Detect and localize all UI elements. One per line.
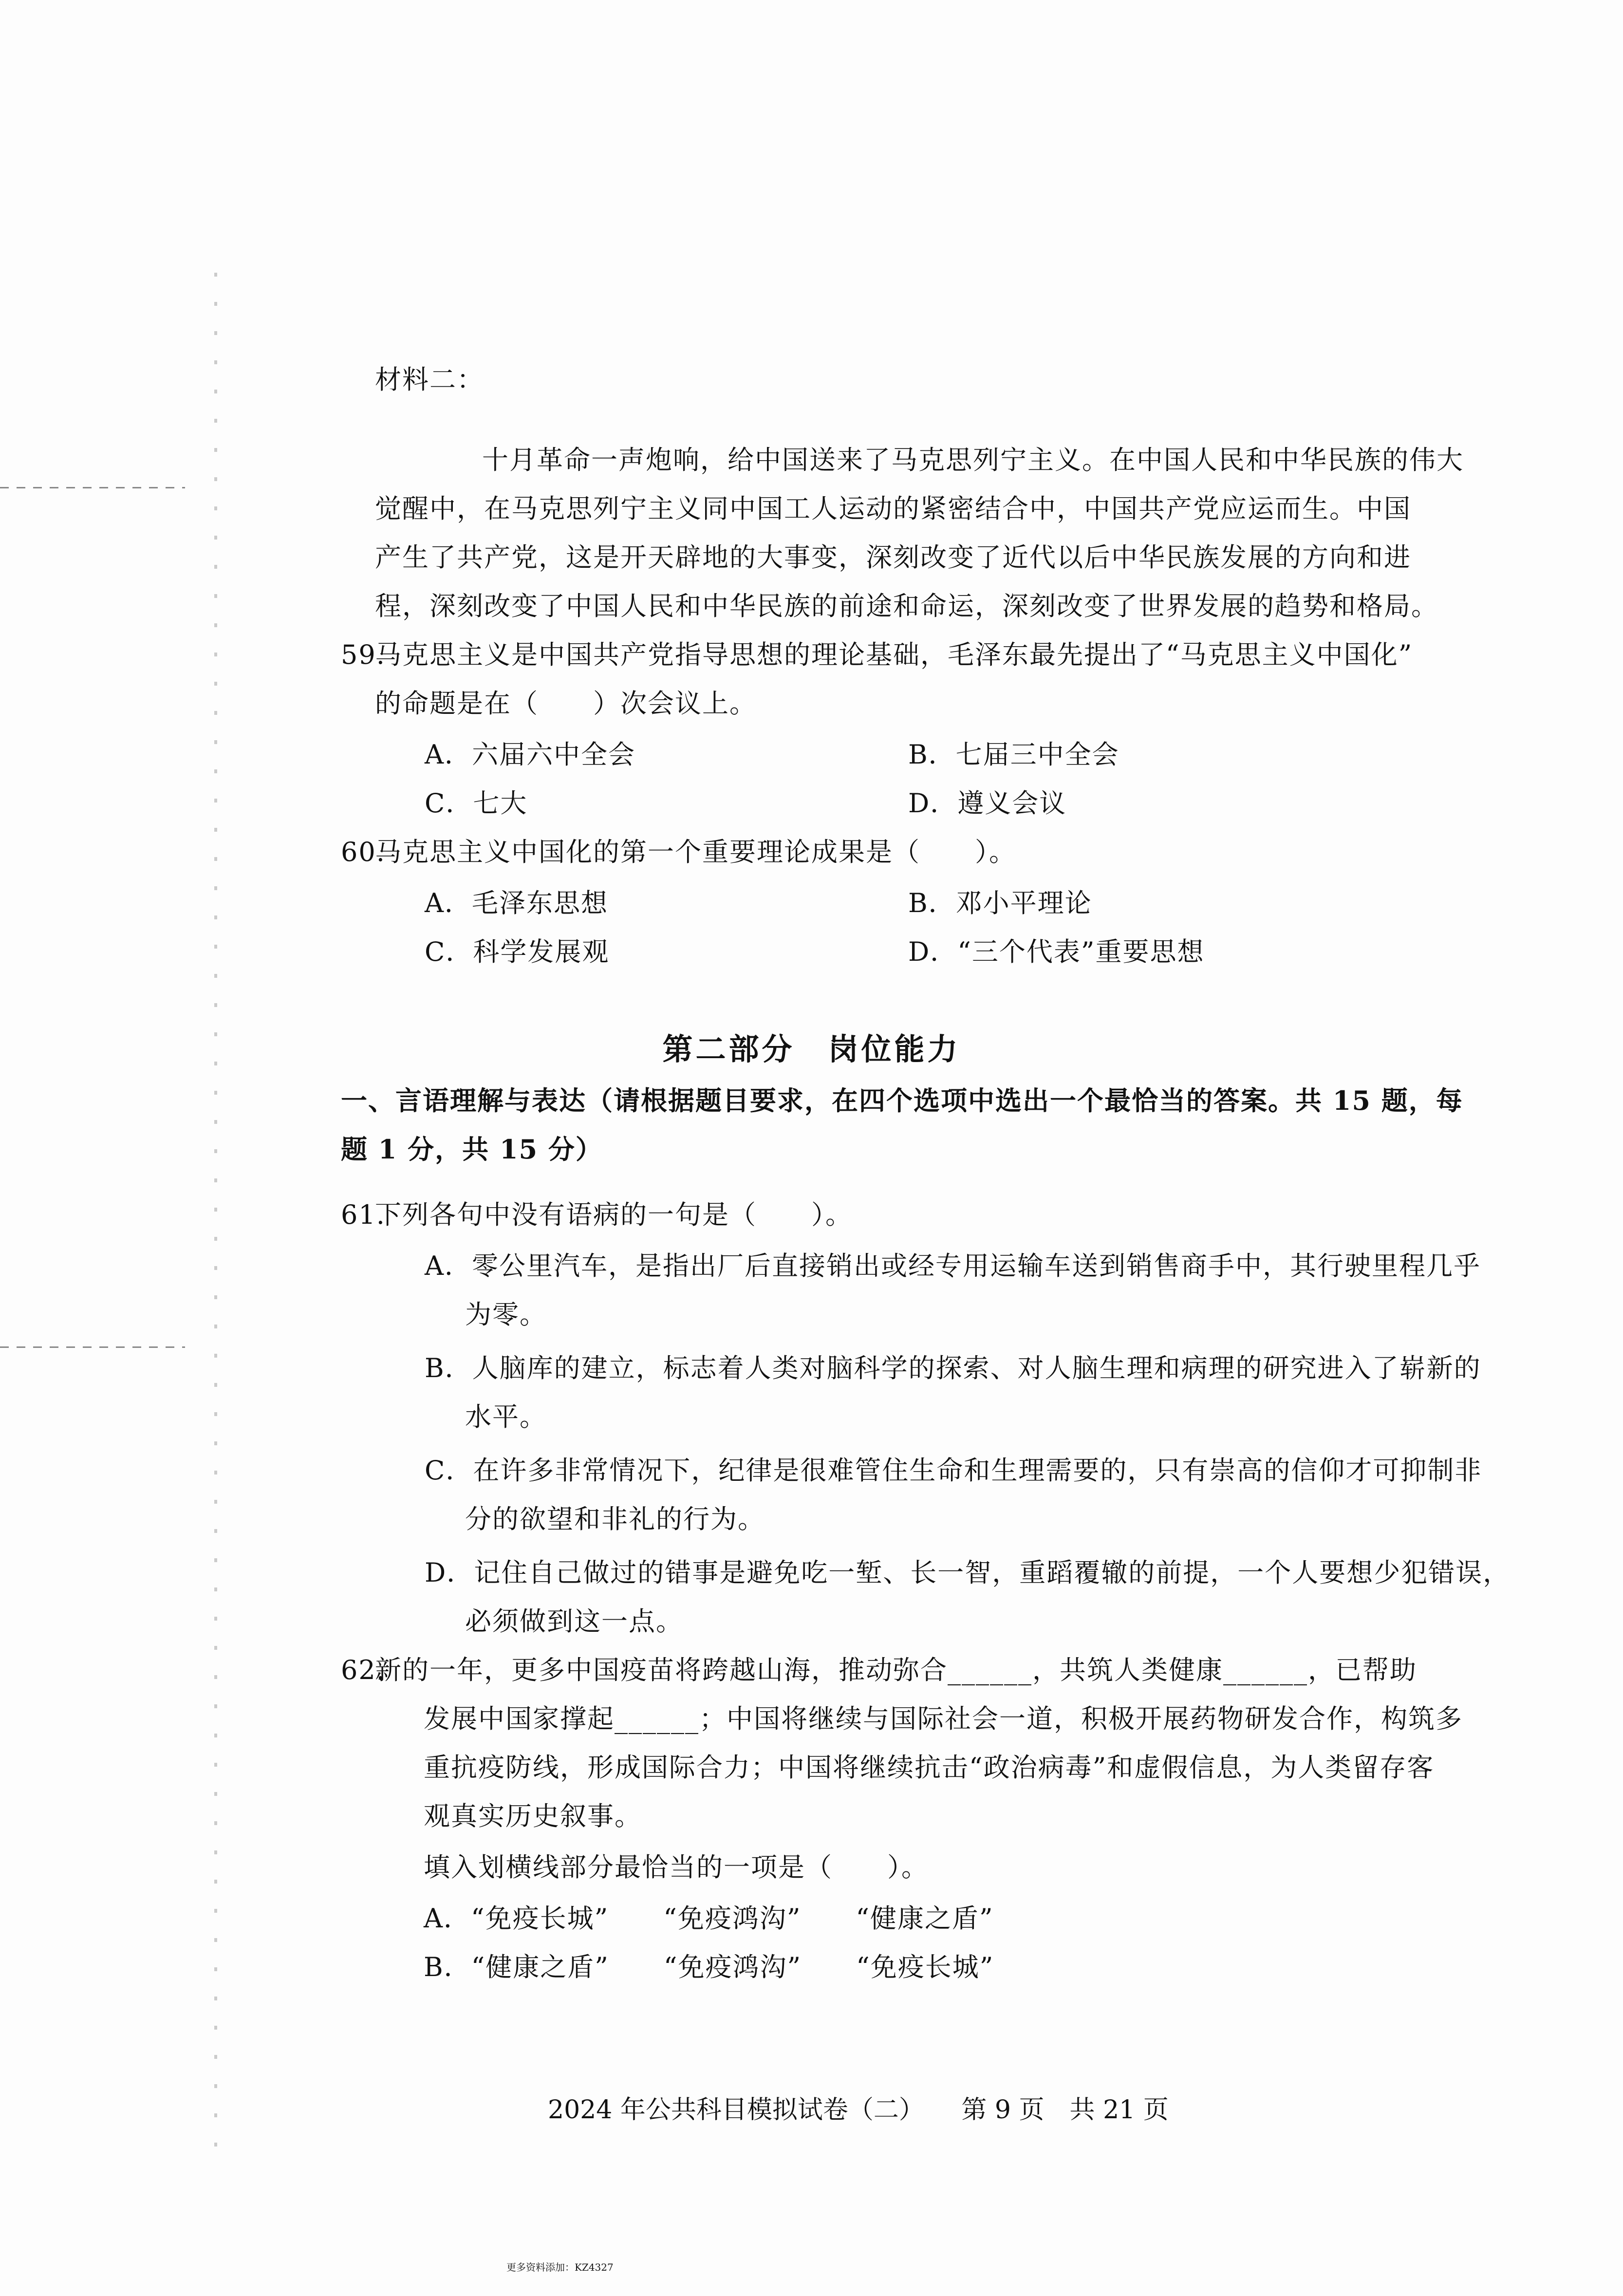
- section-instructions: 题 1 分，共 15 分）: [341, 1134, 603, 1165]
- option-a[interactable]: A．“免疫长城” “免疫鸿沟” “健康之盾”: [424, 1903, 994, 1934]
- option-c-cont: 分的欲望和非礼的行为。: [465, 1504, 765, 1534]
- question-stem: 发展中国家撑起______；中国将继续与国际社会一道，积极开展药物研发合作，构筑多: [424, 1703, 1463, 1734]
- question-stem: 马克思主义中国化的第一个重要理论成果是（ ）。: [375, 837, 1016, 867]
- question-stem: 下列各句中没有语病的一句是（ ）。: [375, 1199, 853, 1230]
- cut-line: [0, 487, 185, 488]
- section-instructions: 一、言语理解与表达（请根据题目要求，在四个选项中选出一个最恰当的答案。共 15 题，每: [341, 1085, 1463, 1116]
- question-stem: 新的一年，更多中国疫苗将跨越山海，推动弥合______，共筑人类健康______，已帮助: [375, 1655, 1417, 1685]
- option-c[interactable]: C．在许多非常情况下，纪律是很难管住生命和生理需要的，只有崇高的信仰才可抑制非: [425, 1455, 1482, 1486]
- option-a-cont: 为零。: [465, 1299, 547, 1330]
- question-number: 61.: [341, 1199, 386, 1230]
- option-b[interactable]: B．人脑库的建立，标志着人类对脑科学的探索、对人脑生理和病理的研究进入了崭新的: [425, 1353, 1481, 1383]
- option-c[interactable]: C．科学发展观: [425, 936, 610, 967]
- question-number: 62.: [341, 1655, 386, 1685]
- watermark-text: 更多资料添加：KZ4327: [506, 2261, 614, 2273]
- option-b[interactable]: B．邓小平理论: [908, 888, 1092, 918]
- option-c[interactable]: C．七大: [425, 788, 528, 819]
- material-line: 产生了共产党，这是开天辟地的大事变，深刻改变了近代以后中华民族发展的方向和进: [375, 542, 1411, 573]
- question-stem: 马克思主义是中国共产党指导思想的理论基础，毛泽东最先提出了“马克思主义中国化”: [375, 639, 1413, 670]
- option-a[interactable]: A．六届六中全会: [425, 739, 635, 770]
- material-line: 程，深刻改变了中国人民和中华民族的前途和命运，深刻改变了世界发展的趋势和格局。: [375, 591, 1438, 621]
- option-d[interactable]: D．遵义会议: [908, 788, 1067, 819]
- material-line: 觉醒中，在马克思列宁主义同中国工人运动的紧密结合中，中国共产党应运而生。中国: [375, 493, 1411, 524]
- part-heading: 第二部分 岗位能力: [662, 1031, 961, 1067]
- option-b[interactable]: B．“健康之盾” “免疫鸿沟” “免疫长城”: [424, 1952, 994, 1982]
- option-a[interactable]: A．毛泽东思想: [425, 888, 608, 918]
- option-b-cont: 水平。: [465, 1401, 547, 1432]
- cut-line: [0, 1346, 185, 1348]
- option-d-cont: 必须做到这一点。: [465, 1606, 683, 1637]
- question-stem: 的命题是在（ ）次会议上。: [375, 688, 757, 719]
- question-number: 59.: [341, 639, 386, 670]
- exam-title: 2024 年公共科目模拟试卷（二）: [548, 2095, 924, 2125]
- option-d[interactable]: D．“三个代表”重要思想: [908, 936, 1205, 967]
- option-a[interactable]: A．零公里汽车，是指出厂后直接销出或经专用运输车送到销售商手中，其行驶里程几乎: [425, 1251, 1481, 1281]
- material-title: 材料二：: [375, 364, 484, 395]
- binding-margin-marks: [214, 273, 217, 2172]
- question-number: 60.: [341, 837, 386, 867]
- page-footer: [548, 2089, 1198, 2126]
- option-b[interactable]: B．七届三中全会: [908, 739, 1119, 770]
- material-line: 十月革命一声炮响，给中国送来了马克思列宁主义。在中国人民和中华民族的伟大: [482, 445, 1464, 475]
- option-d[interactable]: D．记住自己做过的错事是避免吃一堑、长一智，重蹈覆辙的前提，一个人要想少犯错误，: [425, 1557, 1511, 1588]
- page-number: 第 9 页 共 21 页: [961, 2095, 1169, 2125]
- question-prompt: 填入划横线部分最恰当的一项是（ ）。: [424, 1852, 929, 1883]
- question-stem: 观真实历史叙事。: [424, 1801, 642, 1831]
- question-stem: 重抗疫防线，形成国际合力；中国将继续抗击“政治病毒”和虚假信息，为人类留存客: [424, 1752, 1435, 1783]
